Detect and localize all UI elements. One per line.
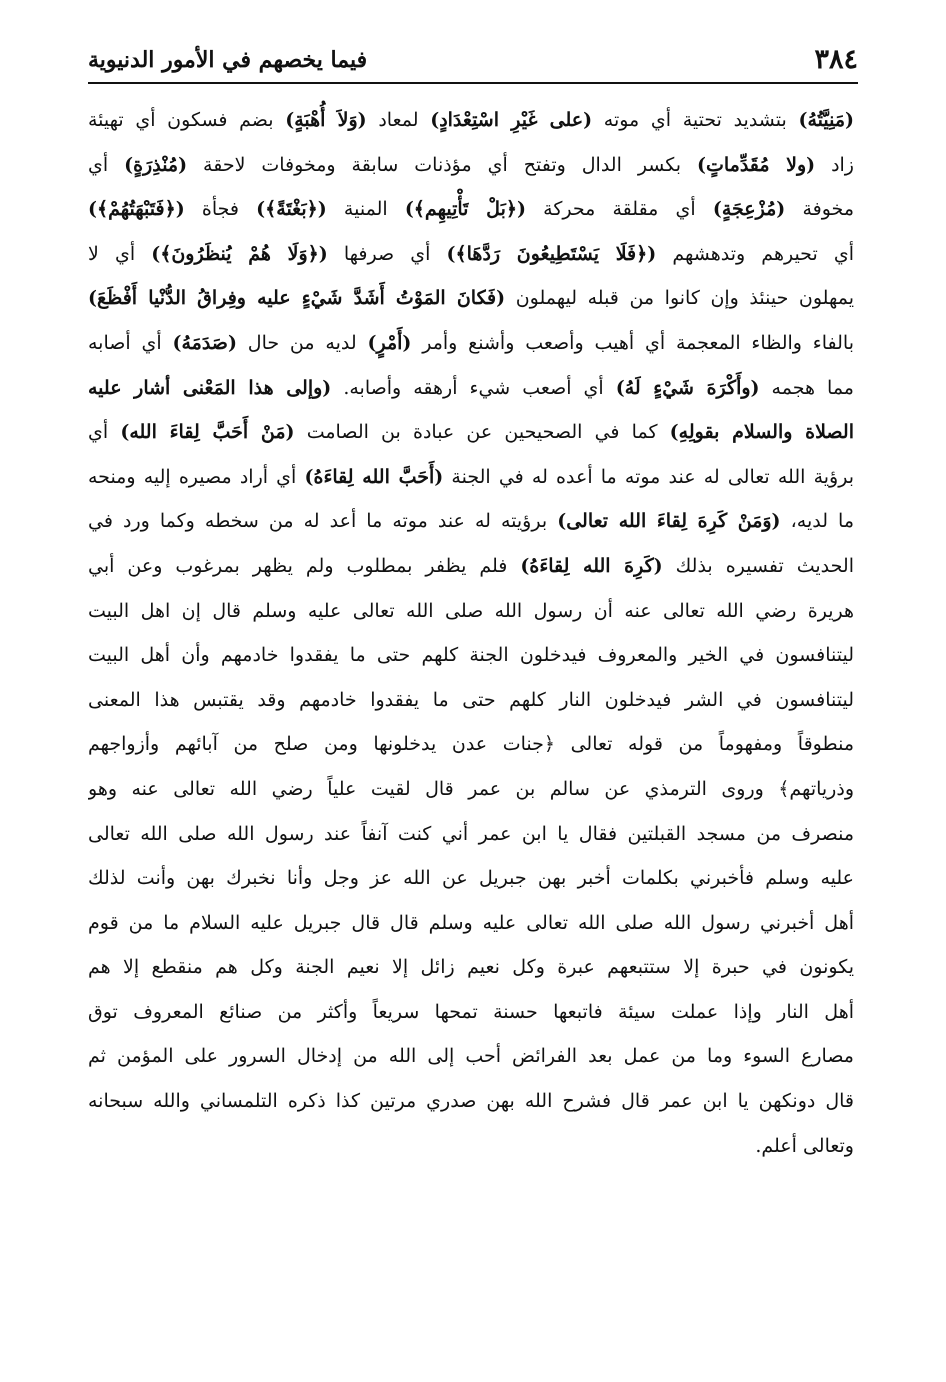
text-run: فجأة xyxy=(184,198,257,221)
text-run: المنية xyxy=(326,198,405,221)
bold-text-run: (كَرِهَ الله لِقاءَهُ) xyxy=(520,554,663,577)
text-line xyxy=(88,1124,854,1169)
text-run: بالفاء والظاء المعجمة أي أهيب وأصعب وأشنع وأمر xyxy=(411,331,854,354)
bold-text-run: (﴿وَلَا هُمْ يُنظَرُونَ﴾) xyxy=(151,242,328,265)
text-line xyxy=(88,143,854,188)
bold-text-run: (وَمَنْ كَرِهَ لِقاءَ الله تعالى) xyxy=(557,510,781,533)
text-run: يمهلون حينئذ وإن كانوا من قبله ليهملون xyxy=(505,287,854,310)
bold-text-run: (﴿بَلْ تَأْتِيهِم﴾) xyxy=(404,198,526,221)
text-run: أي مقلقة محركة xyxy=(525,198,713,221)
text-run: برؤيته له عند موته ما أعد له من سخطه وكما ورد في xyxy=(88,510,558,533)
text-line xyxy=(88,276,854,321)
text-run: هريرة رضي الله تعالى عنه أن رسول الله صلى الله تعالى عليه وسلم قال إن اهل البيت xyxy=(88,599,854,622)
text-line xyxy=(88,499,854,544)
text-line xyxy=(88,812,854,857)
text-line xyxy=(88,321,854,366)
text-run: أي صرفها xyxy=(327,242,447,265)
text-line xyxy=(88,901,854,946)
text-line xyxy=(88,589,854,634)
text-line xyxy=(88,945,854,990)
text-line xyxy=(88,187,854,232)
text-line xyxy=(88,767,854,812)
text-run: أي xyxy=(88,153,125,176)
page-header xyxy=(88,32,858,84)
text-run: وتعالى أعلم. xyxy=(755,1134,854,1157)
text-run: أي لا xyxy=(88,242,152,265)
text-line xyxy=(88,633,854,678)
text-line xyxy=(88,455,854,500)
bold-text-run: (مَنِيَّتُهُ) xyxy=(798,109,854,131)
bold-text-run: (وأَكْرَهَ شَيْءٍ لَهُ) xyxy=(615,376,760,399)
text-run: لديه من حال xyxy=(236,331,368,354)
bold-text-run: (﴿فَلَا يَسْتَطِيعُونَ رَدَّهَا﴾) xyxy=(446,242,657,265)
bold-text-run: (مَنْ أَحَبَّ لِقاءَ الله) xyxy=(120,421,295,444)
text-run: وذرياتهم﴾ وروى الترمذي عن سالم بن عمر قال لقيت علياً رضي الله تعالى عنه وهو xyxy=(88,777,854,800)
text-run: منطوقاً ومفهوماً من قوله تعالى ﴿جنات عدن يدخلونها ومن صلح من آبائهم وأزواجهم xyxy=(88,733,854,756)
text-line xyxy=(88,98,854,143)
text-line xyxy=(88,1034,854,1079)
text-line xyxy=(88,1079,854,1124)
text-run: بكسر الدال وتفتح أي مؤذنات سابقة ومخوفات لاحقة xyxy=(187,153,697,176)
text-run: أهل أخبرني رسول الله صلى الله تعالى عليه وسلم قال قال جبريل عليه السلام ما من قوم xyxy=(88,911,854,934)
text-run: يكونون في حبرة إلا ستتبعهم عبرة وكل نعيم زائل إلا نعيم الجنة وكل هم منقطع إلا هم xyxy=(88,956,854,979)
text-run: بتشديد تحتية أي موته xyxy=(592,109,799,131)
body-text xyxy=(88,98,854,1168)
bold-text-run: (فَكانَ المَوْتُ أَشَدَّ شَيْءٍ عليه وفِراقُ الدُّنْيا أَفْظَعَ) xyxy=(88,287,506,310)
text-run: قال دونكهن يا ابن عمر قال فشرح الله بهن صدري مرتين كذا ذكره التلمساني والله سبحانه xyxy=(88,1090,854,1113)
bold-text-run: (أَمْرٍ) xyxy=(367,331,412,354)
bold-text-run: (مُنْذِرَةٍ) xyxy=(124,153,188,176)
text-run: أي تحيرهم وتدهشهم xyxy=(656,242,854,265)
text-line xyxy=(88,678,854,723)
bold-text-run: (وَلاَ أُهْبَةٍ) xyxy=(285,109,367,131)
text-line xyxy=(88,544,854,589)
text-run: أي أراد مصيره إليه ومنحه xyxy=(88,465,305,488)
text-run: فلم يظفر بمطلوب ولم يظهر بمرغوب وعن أبي xyxy=(88,554,521,577)
text-run: مصارع السوء وما من عمل بعد الفرائض أحب إلى الله من إدخال السرور على المؤمن ثم xyxy=(88,1045,854,1068)
text-run: ما لديه، xyxy=(780,510,854,533)
text-run: مخوفة xyxy=(785,198,854,221)
bold-text-run: (وإلى هذا المَعْنى أشار عليه xyxy=(88,376,332,399)
bold-text-run: (﴿بَغْتَةً﴾) xyxy=(256,198,327,221)
text-run: الحديث تفسيره بذلك xyxy=(662,554,854,577)
text-line xyxy=(88,366,854,411)
text-run: أي xyxy=(88,421,121,444)
running-title: فيما يخصهم في الأمور الدنيوية xyxy=(88,47,368,73)
text-run: أي أصابه xyxy=(88,331,173,354)
text-run: برؤية الله تعالى له عند موته ما أعده له في الجنة xyxy=(443,465,854,488)
text-run: كما في الصحيحين عن عبادة بن الصامت xyxy=(294,421,670,444)
text-run: مما هجمه xyxy=(759,376,854,399)
text-run: لمعاد xyxy=(366,109,431,131)
text-run: ليتنافسون في الخير والمعروف فيدخلون الجنة كلهم حتى ما يفقدوا خادمهم وأن أهل البيت xyxy=(88,644,854,667)
text-line xyxy=(88,722,854,767)
bold-text-run: (على غَيْرِ اسْتِعْدَادٍ) xyxy=(430,109,593,131)
text-run: ليتنافسون في الشر فيدخلون النار كلهم حتى ما يفقدوا خادمهم وقد يقتبس هذا المعنى xyxy=(88,688,854,711)
text-run: بضم فسكون أي تهيئة xyxy=(88,109,286,131)
bold-text-run: (ولا مُقَدِّماتٍ) xyxy=(696,153,816,176)
text-line xyxy=(88,856,854,901)
bold-text-run: الصلاة والسلام بقولِهِ) xyxy=(669,421,854,444)
bold-text-run: (أَحَبَّ الله لِقاءَهُ) xyxy=(304,465,444,488)
text-run: أهل النار وإذا عملت سيئة فاتبعها حسنة تمحها سريعاً وأكثر من صنائع المعروف توق xyxy=(88,1000,854,1023)
bold-text-run: (صَدَمَهُ) xyxy=(172,331,237,354)
text-line xyxy=(88,410,854,455)
page-number: ٣٨٤ xyxy=(814,44,858,75)
bold-text-run: (مُزْعِجَةٍ) xyxy=(712,198,786,221)
text-run: عليه وسلم فأخبرني بكلمات أخبر بهن جبريل عن الله عز وجل وأنا نخبرك بهن وأنت لذلك xyxy=(88,867,854,890)
text-line xyxy=(88,990,854,1035)
text-run: منصرف من مسجد القبلتين فقال يا ابن عمر أني كنت آنفاً عند رسول الله صلى الله تعالى xyxy=(88,822,854,845)
text-line xyxy=(88,232,854,277)
text-run: زاد xyxy=(815,153,854,176)
text-run: أي أصعب شيء أرهقه وأصابه. xyxy=(331,376,616,399)
bold-text-run: (﴿فَتَبْهَتُهُمْ﴾) xyxy=(88,198,185,221)
